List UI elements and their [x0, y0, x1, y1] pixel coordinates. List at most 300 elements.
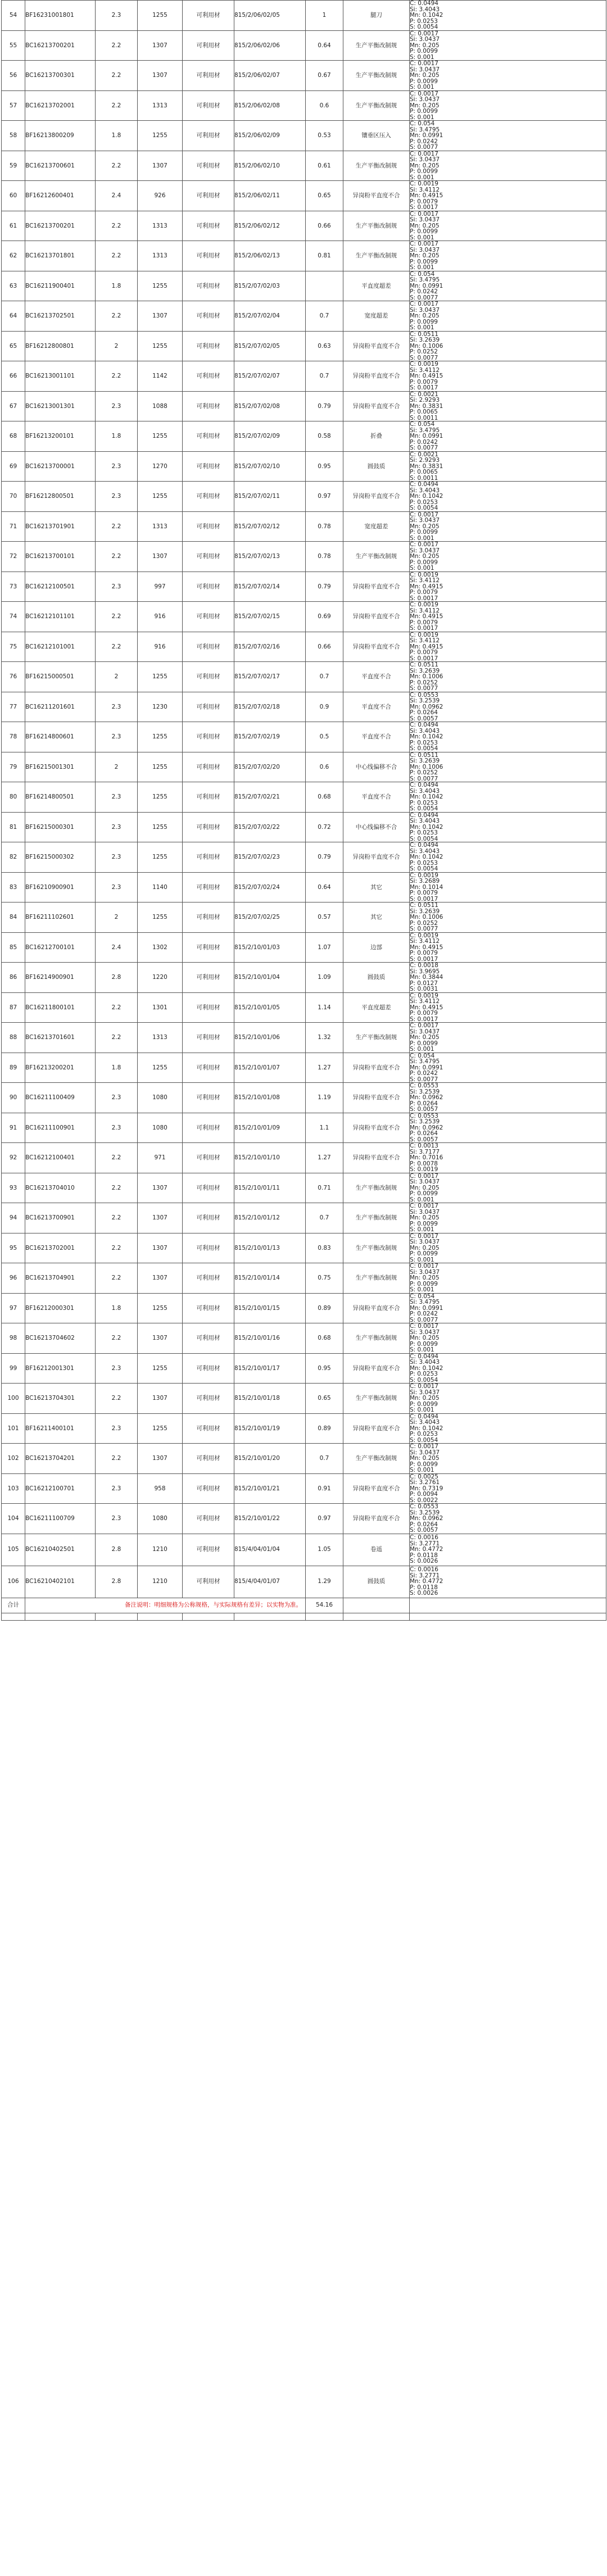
- table-row: [2, 511, 606, 542]
- width-cell: 1307: [138, 301, 183, 332]
- thickness-cell: 2.2: [96, 1444, 138, 1474]
- chem-value: 0.0264: [417, 1130, 438, 1137]
- coil-id-cell: BC16213700101: [25, 542, 96, 572]
- width-cell: 1255: [138, 782, 183, 813]
- chem-label: P:: [410, 1552, 415, 1559]
- chem-label: Mn:: [410, 1154, 421, 1161]
- row-number-cell: 56: [2, 61, 25, 91]
- table-row: [2, 331, 606, 361]
- thickness-cell: 2.8: [96, 1566, 138, 1598]
- chem-label: C:: [410, 60, 416, 67]
- chem-label: S:: [410, 114, 416, 121]
- thickness-cell: 1.8: [96, 1053, 138, 1083]
- thickness-cell: 2.3: [96, 842, 138, 873]
- chem-value: 0.0099: [417, 48, 438, 55]
- defect-reason-cell: 平直度超差: [343, 271, 410, 301]
- chem-value: 0.054: [418, 1293, 435, 1300]
- location-code-cell: 815/2/07/02/16: [234, 632, 306, 662]
- chemistry-cell: [410, 963, 606, 993]
- coil-id-cell: BC16213701801: [25, 241, 96, 271]
- thickness-cell: 2.2: [96, 992, 138, 1023]
- row-number-cell: 69: [2, 451, 25, 482]
- thickness-cell: 2.4: [96, 181, 138, 211]
- chem-line: [410, 584, 606, 590]
- chem-value: 0.0253: [417, 859, 438, 867]
- chem-value: 0.001: [417, 114, 434, 121]
- chem-value: 0.0494: [418, 722, 438, 728]
- chem-value: 0.0962: [422, 1515, 443, 1522]
- defect-reason-cell: 卷遥: [343, 1534, 410, 1566]
- chem-value: 0.0242: [417, 1310, 438, 1317]
- chem-value: 0.0017: [418, 60, 438, 67]
- chem-line: [410, 1065, 606, 1071]
- thickness-cell: 2.2: [96, 542, 138, 572]
- chem-label: Mn:: [410, 1364, 421, 1372]
- row-number-cell: 54: [2, 1, 25, 31]
- chem-value: 0.0017: [418, 30, 438, 37]
- chemistry-cell: [410, 1353, 606, 1384]
- chem-label: C:: [410, 962, 416, 969]
- chem-line: [410, 1010, 606, 1017]
- chem-line: [410, 836, 606, 842]
- table-row: [2, 842, 606, 873]
- chem-label: Si:: [410, 998, 418, 1005]
- chem-label: P:: [410, 950, 415, 956]
- thickness-cell: 1.8: [96, 121, 138, 151]
- chem-value: 0.0511: [418, 752, 438, 759]
- thickness-cell: 2.3: [96, 1083, 138, 1113]
- chem-label: P:: [410, 198, 415, 205]
- chem-value: 0.0054: [417, 745, 438, 752]
- chem-label: C:: [410, 180, 416, 187]
- weight-cell: 0.69: [306, 602, 343, 632]
- thickness-cell: 1.8: [96, 1293, 138, 1323]
- chem-line: [410, 1161, 606, 1167]
- defect-reason-cell: 折叠: [343, 421, 410, 452]
- defect-reason-cell: 异岗粉平直度不合: [343, 1413, 410, 1444]
- coil-id-cell: BF16215001301: [25, 752, 96, 782]
- chem-value: 0.0118: [417, 1584, 438, 1591]
- chem-line: [410, 920, 606, 927]
- chem-label: P:: [410, 859, 415, 867]
- chem-label: C:: [410, 331, 416, 338]
- chem-value: 0.1006: [422, 763, 443, 770]
- chem-value: 0.0057: [417, 715, 438, 722]
- chemistry-cell: [410, 1113, 606, 1143]
- chem-label: Si:: [410, 697, 418, 704]
- material-type-cell: 可利用材: [183, 1113, 234, 1143]
- chem-value: 0.1042: [422, 793, 443, 800]
- chem-value: 0.0553: [418, 692, 438, 699]
- defect-reason-cell: 异岗粉平直度不合: [343, 1113, 410, 1143]
- chem-line: [410, 1287, 606, 1293]
- chem-line: [410, 704, 606, 710]
- chem-value: 0.4915: [422, 944, 443, 951]
- defect-reason-cell: 生产平衡改制规: [343, 61, 410, 91]
- defect-reason-cell: 生产平衡改制规: [343, 1444, 410, 1474]
- chem-value: 2.9293: [419, 397, 440, 403]
- chem-value: 0.0099: [417, 1250, 438, 1257]
- table-row: [2, 1173, 606, 1203]
- chem-line: [410, 1585, 606, 1591]
- chem-label: Si:: [410, 1178, 418, 1185]
- chem-line: [410, 295, 606, 301]
- row-number-cell: 58: [2, 121, 25, 151]
- chem-line: [410, 740, 606, 746]
- width-cell: 1307: [138, 1384, 183, 1414]
- chem-label: Si:: [410, 938, 418, 945]
- thickness-cell: 2.2: [96, 301, 138, 332]
- location-code-cell: 815/2/10/01/06: [234, 1023, 306, 1053]
- material-type-cell: 可利用材: [183, 602, 234, 632]
- location-code-cell: 815/2/06/02/09: [234, 121, 306, 151]
- chem-line: [410, 1455, 606, 1462]
- chem-line: [410, 343, 606, 350]
- chem-label: Mn:: [410, 763, 421, 770]
- chem-label: S:: [410, 294, 416, 301]
- chem-value: 0.1042: [422, 493, 443, 500]
- chem-line: [410, 1071, 606, 1077]
- table-row: [2, 662, 606, 692]
- chem-line: [410, 24, 606, 30]
- chem-value: 0.0099: [417, 1040, 438, 1047]
- chem-label: C:: [410, 722, 416, 728]
- chem-line: [410, 1437, 606, 1444]
- chemistry-cell: [410, 1293, 606, 1323]
- chem-label: Si:: [410, 487, 418, 494]
- chem-label: Mn:: [410, 613, 421, 620]
- table-row: [2, 1053, 606, 1083]
- chem-label: P:: [410, 1130, 415, 1137]
- chem-value: 0.1042: [422, 854, 443, 860]
- chem-line: [410, 235, 606, 241]
- chem-line: [410, 403, 606, 410]
- table-row: [2, 1263, 606, 1294]
- blank-row: [2, 1613, 606, 1620]
- thickness-cell: 2.3: [96, 1473, 138, 1504]
- chemistry-cell: [410, 692, 606, 722]
- chem-label: P:: [410, 409, 415, 415]
- material-type-cell: 可利用材: [183, 842, 234, 873]
- width-cell: 1255: [138, 842, 183, 873]
- chem-value: 3.4795: [419, 276, 440, 283]
- width-cell: 1255: [138, 752, 183, 782]
- chem-label: C:: [410, 1413, 416, 1420]
- material-type-cell: 可利用材: [183, 1566, 234, 1598]
- thickness-cell: 1.8: [96, 421, 138, 452]
- thickness-cell: 2.3: [96, 812, 138, 842]
- weight-cell: 0.64: [306, 30, 343, 61]
- chem-label: C:: [410, 572, 416, 578]
- chem-label: Si:: [410, 1572, 418, 1579]
- chem-label: P:: [410, 48, 415, 55]
- location-code-cell: 815/2/06/02/10: [234, 151, 306, 181]
- chem-value: 0.1042: [422, 12, 443, 19]
- location-code-cell: 815/2/10/01/12: [234, 1203, 306, 1233]
- chem-line: [410, 686, 606, 692]
- chem-label: Mn:: [410, 583, 421, 590]
- chem-value: 0.0511: [418, 902, 438, 909]
- chemistry-cell: [410, 1566, 606, 1598]
- chem-line: [410, 746, 606, 752]
- chem-value: 0.205: [422, 312, 440, 319]
- chem-line: [410, 349, 606, 355]
- chem-value: 0.0025: [418, 1473, 438, 1480]
- chem-label: Si:: [410, 337, 418, 343]
- chem-line: [410, 890, 606, 896]
- chem-line: [410, 764, 606, 770]
- thickness-cell: 2.2: [96, 511, 138, 542]
- chem-value: 0.0054: [417, 1376, 438, 1384]
- chem-line: [410, 1185, 606, 1191]
- chem-line: [410, 469, 606, 475]
- row-number-cell: 88: [2, 1023, 25, 1053]
- chem-value: 0.0253: [417, 17, 438, 25]
- row-number-cell: 94: [2, 1203, 25, 1233]
- chem-line: [410, 680, 606, 686]
- chem-value: 0.001: [417, 1407, 434, 1413]
- table-row: [2, 361, 606, 392]
- chemistry-cell: [410, 482, 606, 512]
- chem-value: 3.0437: [419, 517, 440, 524]
- chem-label: Si:: [410, 517, 418, 524]
- chem-label: C:: [410, 1173, 416, 1180]
- row-number-cell: 93: [2, 1173, 25, 1203]
- location-code-cell: 815/4/04/01/04: [234, 1534, 306, 1566]
- chem-label: C:: [410, 1566, 416, 1573]
- material-type-cell: 可利用材: [183, 241, 234, 271]
- chem-value: 2.9293: [419, 457, 440, 464]
- chem-value: 0.0079: [417, 649, 438, 656]
- weight-cell: 0.65: [306, 1384, 343, 1414]
- location-code-cell: 815/2/07/02/07: [234, 361, 306, 392]
- row-number-cell: 104: [2, 1504, 25, 1534]
- chem-value: 0.001: [417, 264, 434, 271]
- location-code-cell: 815/2/07/02/08: [234, 391, 306, 421]
- chem-label: Si:: [410, 727, 418, 734]
- table-body: [2, 1, 606, 1598]
- row-number-cell: 92: [2, 1143, 25, 1173]
- chem-label: Mn:: [410, 823, 421, 831]
- row-number-cell: 68: [2, 421, 25, 452]
- width-cell: 1255: [138, 1413, 183, 1444]
- chem-label: P:: [410, 1400, 415, 1408]
- chem-line: [410, 319, 606, 325]
- weight-cell: 0.63: [306, 331, 343, 361]
- location-code-cell: 815/2/06/02/06: [234, 30, 306, 61]
- chem-value: 3.2761: [419, 1479, 440, 1486]
- chem-label: P:: [410, 1160, 415, 1167]
- material-type-cell: 可利用材: [183, 872, 234, 902]
- chem-value: 0.0017: [418, 1323, 438, 1330]
- chem-value: 0.3831: [422, 402, 443, 410]
- chem-line: [410, 205, 606, 211]
- chem-line: [410, 716, 606, 722]
- chem-line: [410, 1395, 606, 1402]
- chem-value: 0.001: [417, 1196, 434, 1203]
- chem-value: 0.001: [417, 174, 434, 181]
- chem-label: C:: [410, 632, 416, 638]
- defect-reason-cell: 生产平衡改制规: [343, 542, 410, 572]
- chem-line: [410, 500, 606, 506]
- chem-line: [410, 1305, 606, 1312]
- coil-id-cell: BC16211100409: [25, 1083, 96, 1113]
- table-row: [2, 722, 606, 752]
- material-type-cell: 可利用材: [183, 181, 234, 211]
- chem-line: [410, 1077, 606, 1083]
- chem-label: C:: [410, 1323, 416, 1330]
- chem-line: [410, 830, 606, 836]
- chem-value: 0.054: [418, 271, 435, 278]
- defect-reason-cell: 其它: [343, 872, 410, 902]
- thickness-cell: 2.8: [96, 1534, 138, 1566]
- coil-id-cell: BC16212100401: [25, 1143, 96, 1173]
- disclaimer-note: 备注说明：明细规格为公称规格，与实际规格有差异；以实物为准。: [125, 1602, 302, 1609]
- chem-line: [410, 19, 606, 25]
- chem-line: [410, 529, 606, 536]
- table-row: [2, 1023, 606, 1053]
- width-cell: 1307: [138, 1444, 183, 1474]
- chem-value: 0.0991: [422, 132, 443, 139]
- defect-reason-cell: 宽度超差: [343, 511, 410, 542]
- chemistry-cell: [410, 992, 606, 1023]
- weight-cell: 1.14: [306, 992, 343, 1023]
- width-cell: 1302: [138, 932, 183, 963]
- chem-label: P:: [410, 890, 415, 896]
- chem-line: [410, 981, 606, 987]
- defect-reason-cell: 生产平衡改制规: [343, 30, 410, 61]
- thickness-cell: 2.4: [96, 932, 138, 963]
- row-number-cell: 81: [2, 812, 25, 842]
- chem-value: 0.4915: [422, 192, 443, 199]
- weight-cell: 0.89: [306, 1413, 343, 1444]
- chem-label: Si:: [410, 1268, 418, 1276]
- chem-value: 0.205: [422, 1455, 440, 1462]
- chem-value: 0.1042: [422, 733, 443, 740]
- chem-value: 0.0553: [418, 1503, 438, 1510]
- weight-cell: 0.79: [306, 572, 343, 602]
- thickness-cell: 2.2: [96, 30, 138, 61]
- chem-label: P:: [410, 318, 415, 325]
- defect-reason-cell: 异岗粉平直度不合: [343, 1504, 410, 1534]
- chem-value: 3.0437: [419, 1239, 440, 1245]
- coil-id-cell: BF16212800801: [25, 331, 96, 361]
- thickness-cell: 2.3: [96, 1353, 138, 1384]
- chem-label: Mn:: [410, 433, 421, 439]
- chem-value: 0.0019: [418, 180, 438, 187]
- material-type-cell: 可利用材: [183, 1413, 234, 1444]
- width-cell: 1255: [138, 722, 183, 752]
- chem-value: 0.0099: [417, 168, 438, 175]
- chem-value: 0.001: [417, 1226, 434, 1233]
- coil-id-cell: BC16212101001: [25, 632, 96, 662]
- table-row: [2, 1384, 606, 1414]
- chem-line: [410, 1371, 606, 1377]
- chem-line: [410, 43, 606, 49]
- chemistry-cell: [410, 722, 606, 752]
- chem-line: [410, 355, 606, 361]
- row-number-cell: 55: [2, 30, 25, 61]
- chem-line: [410, 265, 606, 271]
- chem-label: Mn:: [410, 192, 421, 199]
- chem-label: S:: [410, 955, 416, 963]
- coil-id-cell: BF16215000501: [25, 662, 96, 692]
- location-code-cell: 815/2/10/01/14: [234, 1263, 306, 1294]
- chem-value: 3.4112: [419, 577, 440, 584]
- chem-label: C:: [410, 842, 416, 849]
- chem-label: C:: [410, 511, 416, 518]
- width-cell: 1255: [138, 1053, 183, 1083]
- chem-line: [410, 1467, 606, 1473]
- weight-cell: 0.95: [306, 1353, 343, 1384]
- coil-id-cell: BC16211100901: [25, 1113, 96, 1143]
- chem-line: [410, 475, 606, 482]
- chem-label: C:: [410, 661, 416, 668]
- chem-value: 0.0079: [417, 619, 438, 626]
- chemistry-cell: [410, 1473, 606, 1504]
- table-row: [2, 1566, 606, 1598]
- chem-label: Si:: [410, 1419, 418, 1426]
- chem-label: Mn:: [410, 673, 421, 680]
- coil-id-cell: BC16213701901: [25, 511, 96, 542]
- weight-cell: 0.66: [306, 211, 343, 241]
- chem-line: [410, 445, 606, 451]
- thickness-cell: 2.2: [96, 1323, 138, 1354]
- chem-label: S:: [410, 174, 416, 181]
- location-code-cell: 815/2/07/02/19: [234, 722, 306, 752]
- material-type-cell: 可利用材: [183, 61, 234, 91]
- chem-value: 3.4043: [419, 847, 440, 855]
- chem-label: Mn:: [410, 1546, 421, 1553]
- material-type-cell: 可利用材: [183, 482, 234, 512]
- table-row: [2, 542, 606, 572]
- chem-value: 0.0099: [417, 1400, 438, 1408]
- defect-reason-cell: 生产平衡改制规: [343, 1023, 410, 1053]
- row-number-cell: 83: [2, 872, 25, 902]
- chem-value: 0.0017: [418, 1203, 438, 1209]
- chem-value: 3.0437: [419, 1389, 440, 1396]
- chem-value: 0.0127: [417, 979, 438, 987]
- chem-label: Mn:: [410, 523, 421, 530]
- defect-reason-cell: 异岗粉平直度不合: [343, 1293, 410, 1323]
- chem-line: [410, 313, 606, 319]
- coil-id-cell: BF16212000301: [25, 1293, 96, 1323]
- row-number-cell: 86: [2, 963, 25, 993]
- thickness-cell: 2: [96, 752, 138, 782]
- defect-reason-cell: 生产平衡改制规: [343, 241, 410, 271]
- chem-label: P:: [410, 829, 415, 836]
- chem-label: P:: [410, 168, 415, 175]
- chem-line: [410, 433, 606, 439]
- thickness-cell: 2.2: [96, 1173, 138, 1203]
- location-code-cell: 815/2/07/02/13: [234, 542, 306, 572]
- chem-label: P:: [410, 78, 415, 85]
- chem-value: 0.0494: [418, 812, 438, 819]
- weight-cell: 0.61: [306, 151, 343, 181]
- chem-label: S:: [410, 445, 416, 451]
- row-number-cell: 65: [2, 331, 25, 361]
- chem-line: [410, 1137, 606, 1143]
- chem-line: [410, 1491, 606, 1498]
- chem-label: C:: [410, 1353, 416, 1360]
- coil-id-cell: BF16213200201: [25, 1053, 96, 1083]
- chemistry-cell: [410, 61, 606, 91]
- weight-cell: 1.1: [306, 1113, 343, 1143]
- table-row: [2, 1473, 606, 1504]
- table-row: [2, 30, 606, 61]
- chemistry-cell: [410, 1384, 606, 1414]
- defect-reason-cell: 生产平衡改制规: [343, 1203, 410, 1233]
